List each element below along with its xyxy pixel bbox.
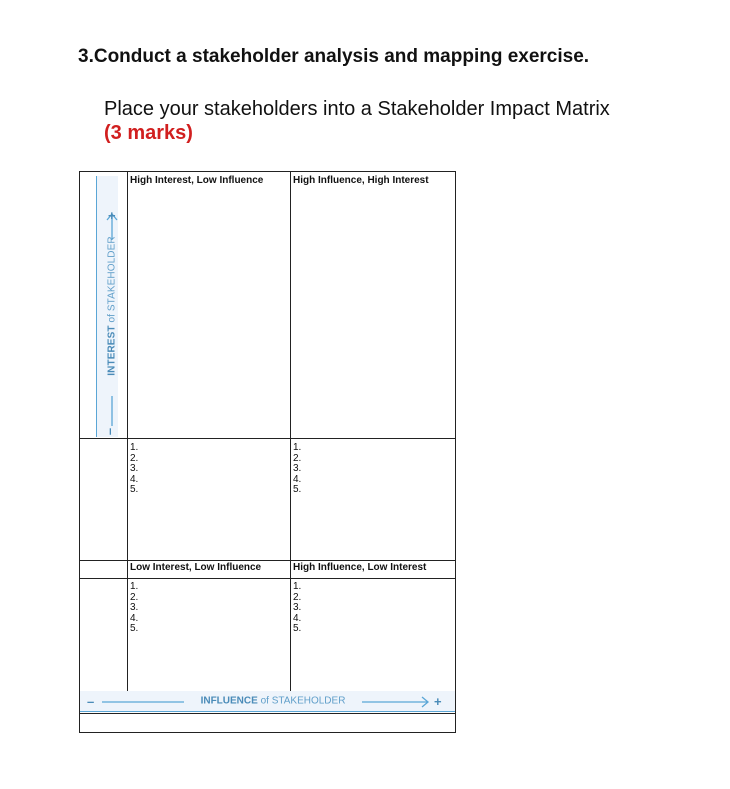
quadrant-bottom-left-label: Low Interest, Low Influence xyxy=(130,562,262,573)
list-item: 3. xyxy=(130,602,139,613)
question-heading: 3.Conduct a stakeholder analysis and mapping exercise. xyxy=(78,46,590,67)
list-item: 5. xyxy=(130,623,139,634)
top-left-list xyxy=(130,443,138,496)
marks-label: (3 marks) xyxy=(104,122,193,144)
interest-minus-symbol: – xyxy=(102,427,118,436)
influence-axis-label-rest: of STAKEHOLDER xyxy=(260,695,346,707)
bottom-right-list xyxy=(293,582,301,635)
influence-axis-label xyxy=(197,696,350,707)
list-item: 1. xyxy=(130,442,139,453)
question-instruction xyxy=(104,97,624,145)
list-item: 1. xyxy=(130,581,139,592)
influence-axis-label-bold: INFLUENCE xyxy=(200,695,258,707)
list-item: 2. xyxy=(293,452,302,464)
quadrant-bottom-right-label: High Influence, Low Interest xyxy=(293,562,427,573)
list-item: 2. xyxy=(130,591,139,603)
interest-axis-label-bold: INTEREST xyxy=(106,325,118,376)
quadrant-top-left-label: High Interest, Low Influence xyxy=(130,175,264,186)
interest-plus-symbol: + xyxy=(108,208,116,223)
divider-row-1 xyxy=(79,438,456,439)
divider-middle xyxy=(290,171,291,691)
influence-minus-symbol: – xyxy=(87,694,95,709)
divider-row-5 xyxy=(79,713,456,714)
list-item: 5. xyxy=(130,484,139,495)
list-item: 3. xyxy=(293,602,302,613)
list-item: 2. xyxy=(293,591,302,603)
instruction-text: Place your stakeholders into a Stakeholder Impact Matrix xyxy=(104,98,610,120)
list-item: 5. xyxy=(293,623,302,634)
divider-row-2 xyxy=(79,560,456,561)
list-item: 4. xyxy=(293,473,302,485)
divider-row-3 xyxy=(79,578,456,579)
list-item: 3. xyxy=(293,463,302,474)
list-item: 2. xyxy=(130,452,139,464)
divider-left xyxy=(127,171,128,691)
influence-plus-symbol: + xyxy=(434,694,442,709)
list-item: 1. xyxy=(293,442,302,453)
bottom-left-list xyxy=(130,582,138,635)
top-right-list xyxy=(293,443,301,496)
quadrant-top-right-label: High Influence, High Interest xyxy=(293,175,429,186)
list-item: 1. xyxy=(293,581,302,592)
list-item: 5. xyxy=(293,484,302,495)
interest-axis-label-rest: of STAKEHOLDER xyxy=(106,236,118,323)
list-item: 4. xyxy=(130,473,139,485)
list-item: 4. xyxy=(130,612,139,624)
list-item: 4. xyxy=(293,612,302,624)
list-item: 3. xyxy=(130,463,139,474)
interest-axis-label xyxy=(107,236,118,375)
